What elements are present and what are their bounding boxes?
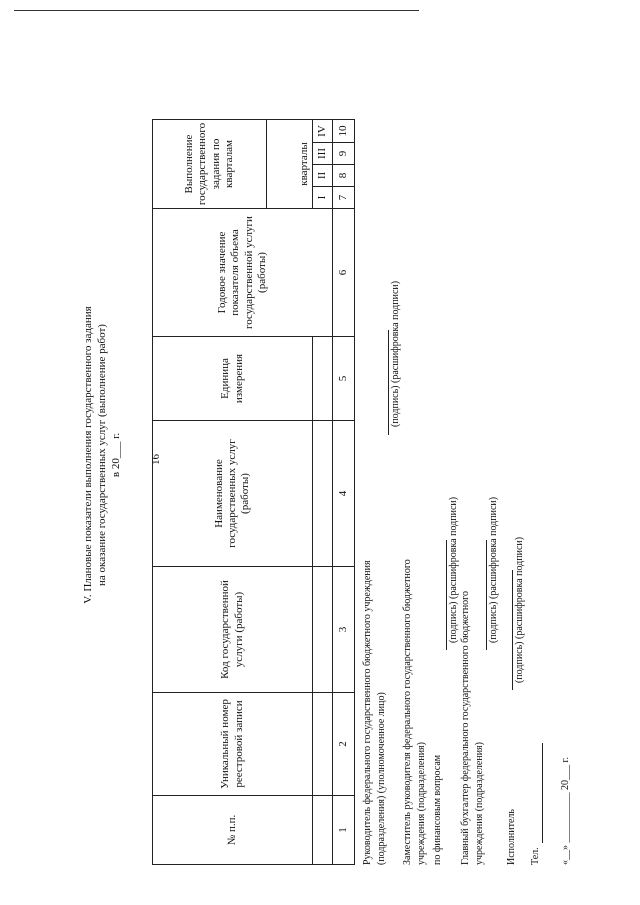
col-number-10: 10 <box>333 120 355 143</box>
deputy-signature-line <box>446 540 447 650</box>
deputy-label-line-1: Заместитель руководителя федерального государственного бюджетного <box>402 559 413 865</box>
header-unit: Единица измерения <box>153 337 313 421</box>
header-no: № п.п. <box>153 796 313 865</box>
header-blank-3 <box>313 567 333 693</box>
page-number: 16 <box>150 454 162 465</box>
col-number-1: 1 <box>333 796 355 865</box>
col-number-4: 4 <box>333 421 355 567</box>
head-label-line-2: (подразделения) (уполномоченное лицо) <box>376 692 387 865</box>
col-number-3: 3 <box>333 567 355 693</box>
deputy-label-line-2: учреждения (подразделения) <box>416 742 427 865</box>
header-code: Код государственной услуги (работы) <box>153 567 313 693</box>
accountant-label-line-2: учреждения (подразделения) <box>474 742 485 865</box>
col-number-6: 6 <box>333 209 355 337</box>
accountant-label-line-1: Главный бухгалтер федерального государственного бюджетного <box>460 590 471 865</box>
header-q2: II <box>313 165 333 187</box>
executor-signature-line <box>512 570 513 690</box>
head-label-line-1: Руководитель федерального государственного бюджетного учреждения <box>362 560 373 865</box>
accountant-signature-caption: (подпись) (расшифровка подписи) <box>488 496 499 643</box>
header-q4: IV <box>313 120 333 143</box>
header-blank-1 <box>313 796 333 865</box>
plan-indicators-table <box>152 119 355 865</box>
header-registry: Уникальный номер реестровой записи <box>153 693 313 796</box>
header-blank-5 <box>313 337 333 421</box>
header-quarterly: Выполнение государственного задания по кварталам <box>153 120 267 209</box>
header-quarters-label: кварталы <box>267 120 313 209</box>
title-line-1: V. Плановые показатели выполнения государственного задания <box>82 306 94 604</box>
deputy-signature-caption: (подпись) (расшифровка подписи) <box>448 496 459 643</box>
title-line-2: на оказание государственных услуг (выполнение работ) <box>96 324 108 586</box>
phone-label: Тел. <box>530 847 541 865</box>
executor-label: Исполнитель <box>506 809 517 865</box>
col-number-2: 2 <box>333 693 355 796</box>
col-number-8: 8 <box>333 165 355 187</box>
header-q3: III <box>313 143 333 165</box>
header-blank-2 <box>313 693 333 796</box>
executor-signature-caption: (подпись) (расшифровка подписи) <box>514 536 525 683</box>
phone-line <box>542 743 543 843</box>
header-q1: I <box>313 187 333 209</box>
date-line: «__» __________ 20___ г. <box>560 757 571 865</box>
header-blank-4 <box>313 421 333 567</box>
col-number-5: 5 <box>333 337 355 421</box>
col-number-7: 7 <box>333 187 355 209</box>
header-name: Наименование государственных услуг (работы) <box>153 421 313 567</box>
header-annual: Годовое значение показателя объема государственной услуги (работы) <box>153 209 333 337</box>
head-signature-line <box>388 330 389 435</box>
accountant-signature-line <box>486 540 487 650</box>
col-number-9: 9 <box>333 143 355 165</box>
head-signature-caption: (подпись) (расшифровка подписи) <box>390 280 401 427</box>
deputy-label-line-3: по финансовым вопросам <box>432 754 443 865</box>
title-line-3: в 20___ г. <box>110 432 122 478</box>
